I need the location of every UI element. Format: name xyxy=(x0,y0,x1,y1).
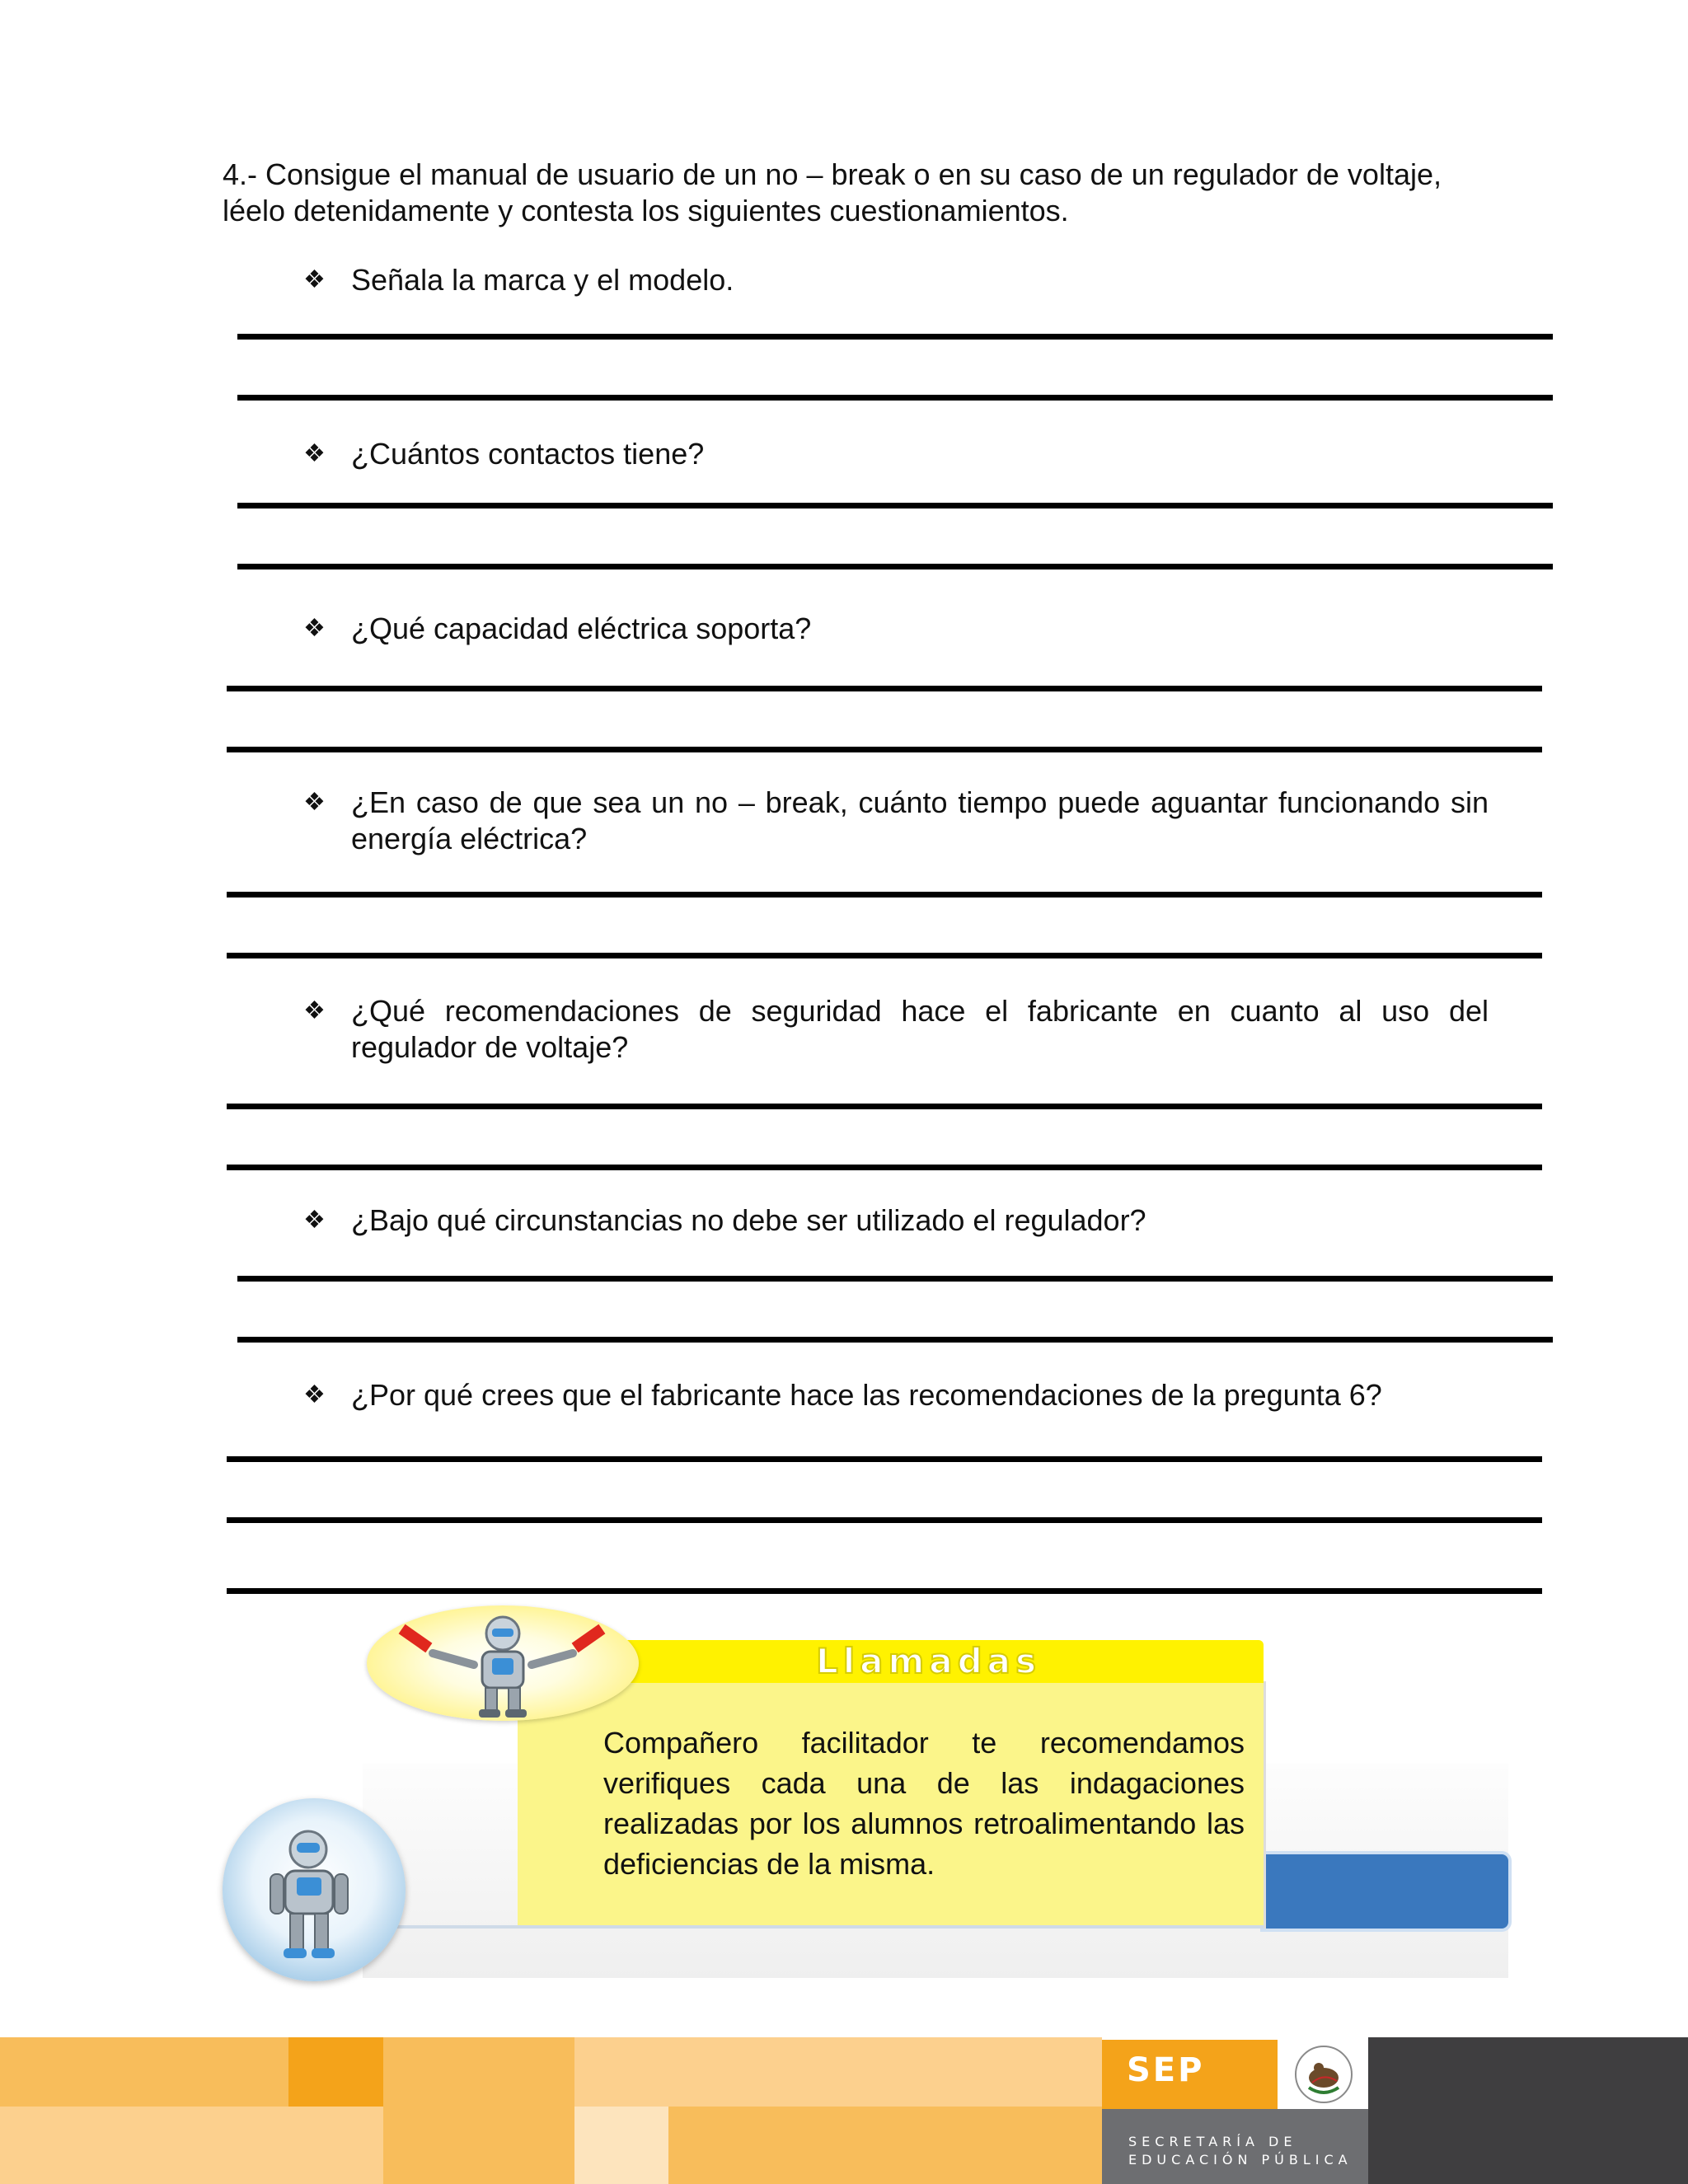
footer-block xyxy=(574,2107,668,2184)
answer-line[interactable] xyxy=(237,334,1553,340)
callout-title-bar xyxy=(593,1640,1264,1683)
question-text: ¿Qué recomendaciones de seguridad hace el fabricante en cuanto al uso del regulador de voltaje? xyxy=(351,994,1489,1064)
footer-block xyxy=(668,2107,1102,2184)
callout-header-ellipse xyxy=(367,1605,639,1721)
diamond-bullet-icon: ❖ xyxy=(303,997,326,1024)
answer-line[interactable] xyxy=(227,953,1542,958)
diamond-bullet-icon: ❖ xyxy=(303,266,326,293)
callout-title: Llamadas xyxy=(815,1641,1041,1681)
question-text: ¿Cuántos contactos tiene? xyxy=(351,437,705,471)
answer-line[interactable] xyxy=(227,1165,1542,1170)
answer-line[interactable] xyxy=(227,747,1542,752)
footer-block xyxy=(0,2107,383,2184)
answer-line[interactable] xyxy=(227,1456,1542,1462)
robot-holding-signs-icon xyxy=(367,1605,639,1721)
footer-block xyxy=(383,2037,574,2107)
footer-block xyxy=(288,2037,383,2107)
answer-line[interactable] xyxy=(237,503,1553,509)
footer-block xyxy=(0,2037,288,2107)
diamond-bullet-icon: ❖ xyxy=(303,440,326,467)
diamond-bullet-icon: ❖ xyxy=(303,1207,326,1234)
footer-block xyxy=(574,2037,1102,2107)
answer-line[interactable] xyxy=(237,395,1553,401)
answer-line[interactable] xyxy=(237,564,1553,569)
answer-line[interactable] xyxy=(227,1104,1542,1109)
footer-block xyxy=(383,2107,574,2184)
callout-blue-tab xyxy=(1264,1854,1508,1929)
question-text: ¿Bajo qué circunstancias no debe ser utilizado el regulador? xyxy=(351,1203,1146,1237)
answer-line[interactable] xyxy=(227,686,1542,691)
mexico-seal-icon xyxy=(1279,2040,1368,2109)
question-text: ¿Por qué crees que el fabricante hace las recomendaciones de la pregunta 6? xyxy=(351,1378,1382,1412)
callout-body-text: Compañero facilitador te recomendamos verifiques cada una de las indagaciones realizadas por los alumnos retroalimentando las deficiencias de la misma. xyxy=(603,1726,1245,1881)
answer-line[interactable] xyxy=(227,892,1542,898)
footer-dark-block xyxy=(1368,2037,1688,2184)
answer-line[interactable] xyxy=(237,1276,1553,1282)
question-text: ¿En caso de que sea un no – break, cuánto tiempo puede aguantar funcionando sin energía eléctrica? xyxy=(351,785,1489,855)
sep-logo: SEP xyxy=(1102,2040,1278,2109)
question-text: ¿Qué capacidad eléctrica soporta? xyxy=(351,612,812,645)
diamond-bullet-icon: ❖ xyxy=(303,615,326,642)
answer-line[interactable] xyxy=(227,1588,1542,1594)
question-text: Señala la marca y el modelo. xyxy=(351,263,734,297)
sep-name-line1: SECRETARÍA DE xyxy=(1128,2134,1297,2149)
instruction-text: 4.- Consigue el manual de usuario de un no – break o en su caso de un regulador de voltaje, léelo detenidamente y contesta los siguientes cuestionamientos. xyxy=(223,157,1442,227)
diamond-bullet-icon: ❖ xyxy=(303,1381,326,1408)
robot-icon xyxy=(223,1798,406,1981)
answer-line[interactable] xyxy=(237,1337,1553,1343)
sep-name-line2: EDUCACIÓN PÚBLICA xyxy=(1128,2152,1353,2168)
sep-full-name xyxy=(1102,2109,1368,2184)
callout-bottom-divider xyxy=(363,1925,1264,1929)
diamond-bullet-icon: ❖ xyxy=(303,789,326,816)
robot-avatar-circle xyxy=(223,1798,406,1981)
answer-line[interactable] xyxy=(227,1517,1542,1523)
